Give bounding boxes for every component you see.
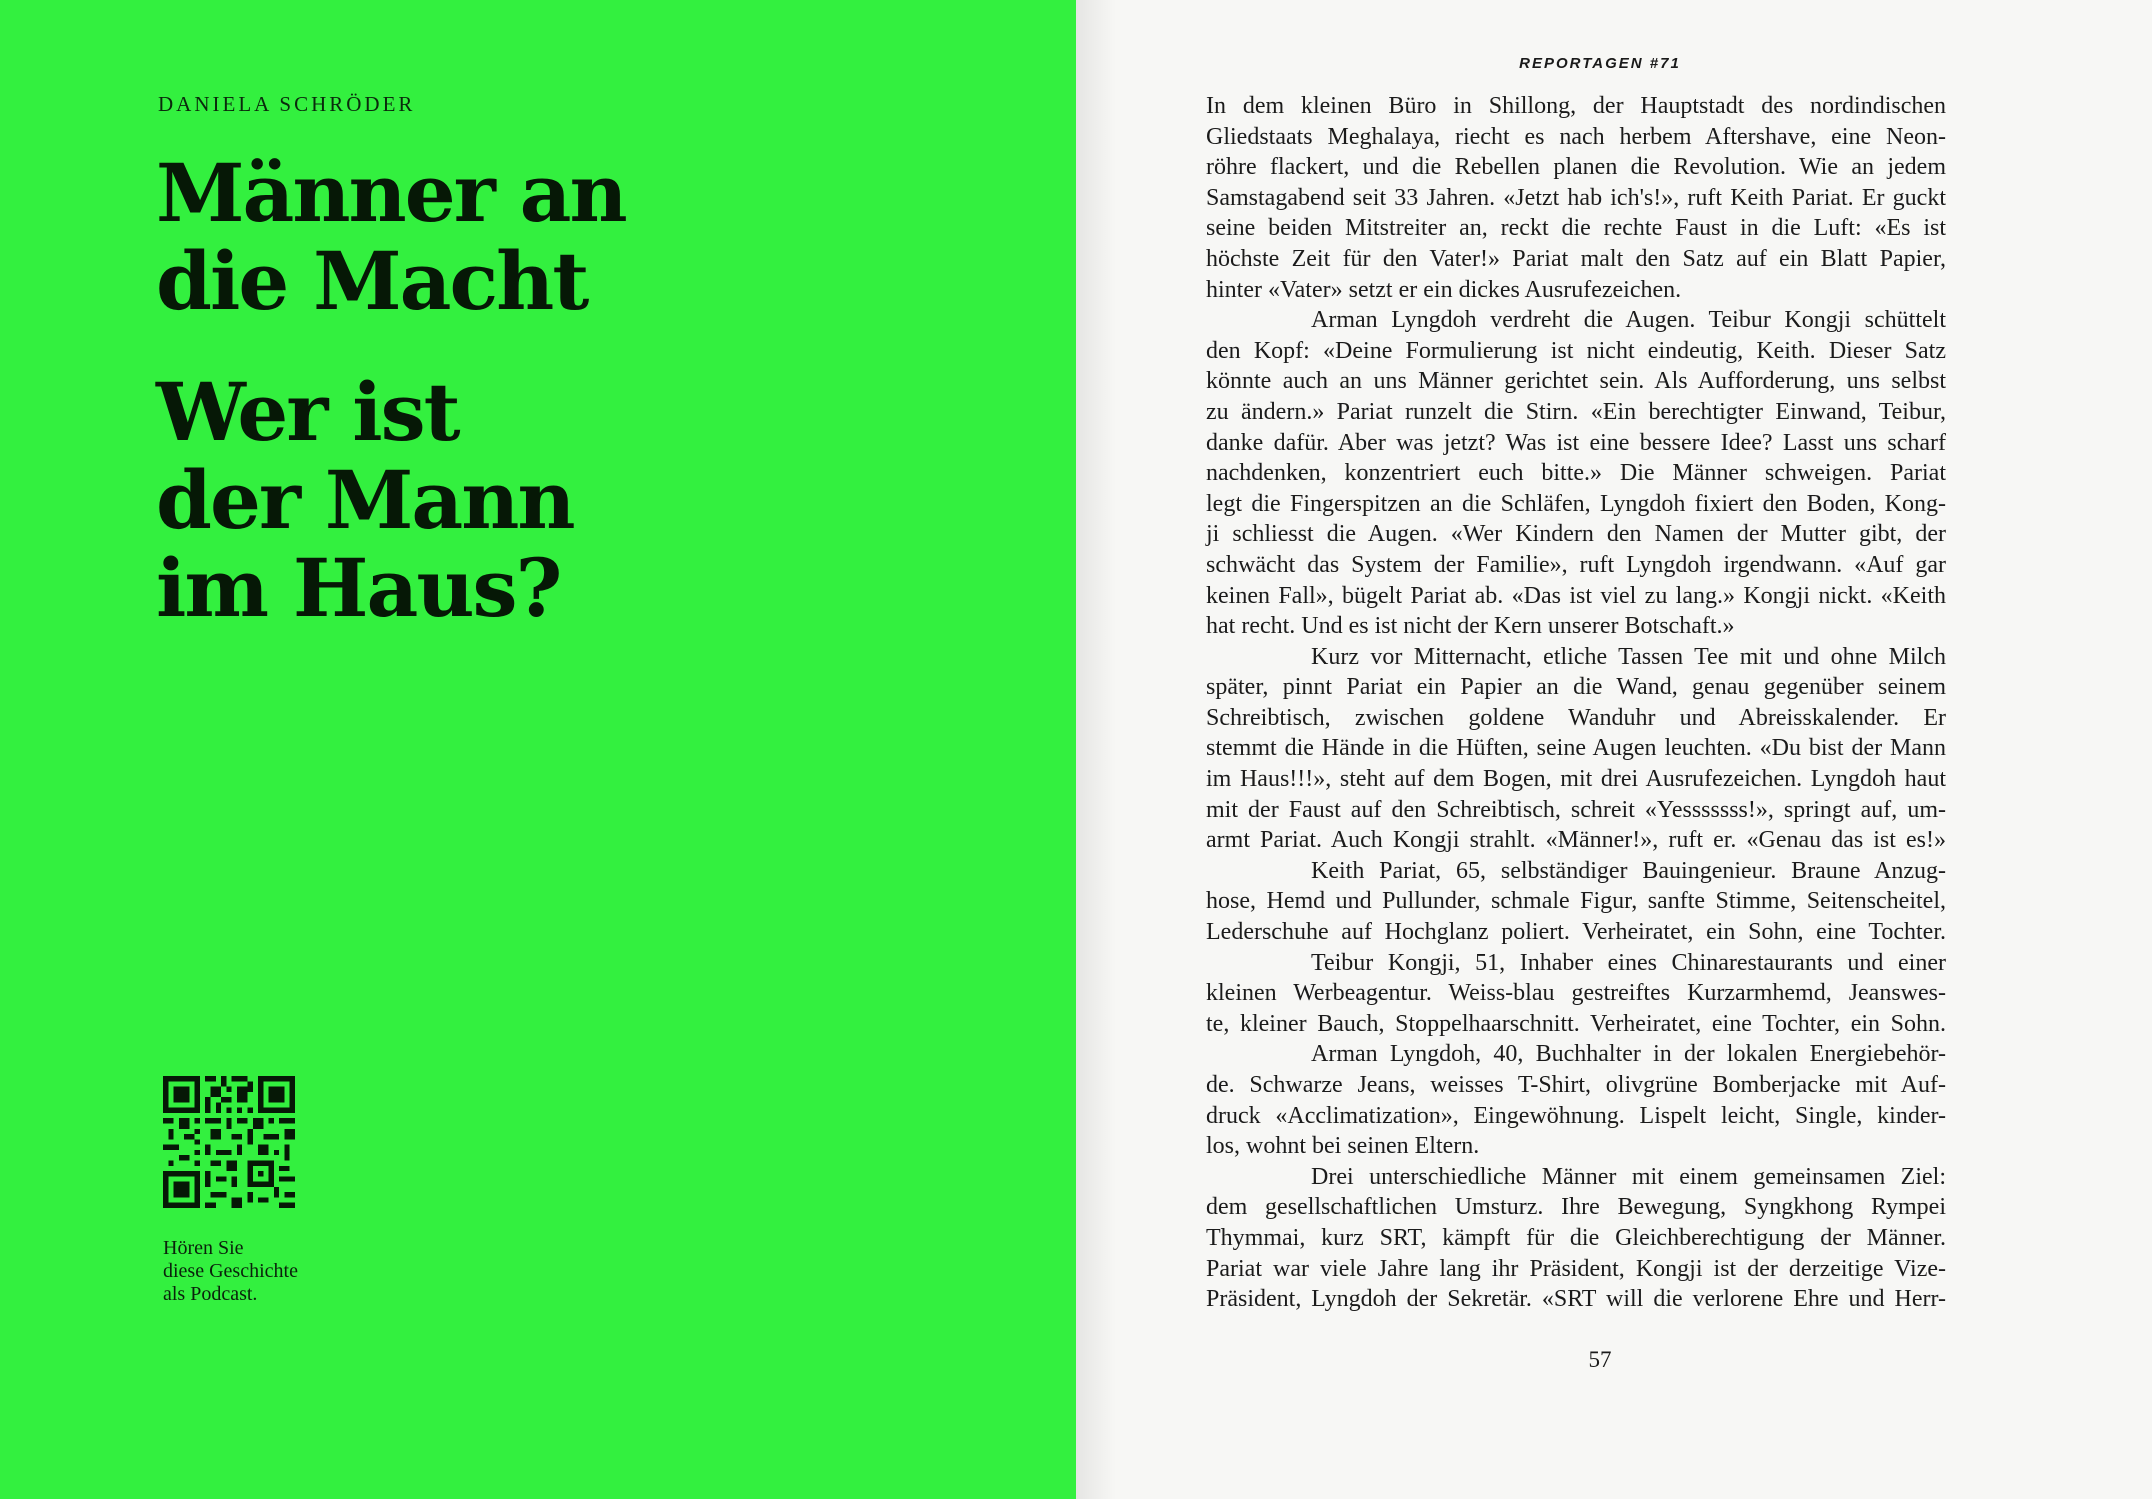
text-line: im Haus!!!», steht auf dem Bogen, mit drei Ausrufezeichen. Lyngdoh haut (1206, 766, 1946, 793)
podcast-caption-line: als Podcast. (163, 1283, 258, 1305)
text-line: Thymmai, kurz SRT, kämpft für die Gleichberechtigung der Männer. (1206, 1224, 1946, 1251)
text-line: nachdenken, konzentriert euch bitte.» Die Männer schweigen. Pariat (1206, 460, 1946, 487)
text-line: keinen Fall», bügelt Pariat ab. «Das ist viel zu lang.» Kongji nickt. «Keith (1206, 582, 1946, 609)
text-line: hose, Hemd und Pullunder, schmale Figur, sanfte Stimme, Seitenscheitel, (1206, 888, 1946, 915)
text-line: Drei unterschiedliche Männer mit einem gemeinsamen Ziel: (1311, 1163, 1946, 1190)
running-head: REPORTAGEN #71 (1519, 55, 1681, 72)
text-line: hat recht. Und es ist nicht der Kern unserer Botschaft.» (1206, 613, 1735, 640)
text-line: legt die Fingerspitzen an die Schläfen, Lyngdoh fixiert den Boden, Kong- (1206, 490, 1946, 517)
text-line: Lederschuhe auf Hochglanz poliert. Verheiratet, ein Sohn, eine Tochter. (1206, 919, 1946, 946)
podcast-caption (163, 1237, 383, 1306)
text-line: Schreibtisch, zwischen goldene Wanduhr und Abreisskalender. Er (1206, 704, 1946, 731)
text-line: dem gesellschaftlichen Umsturz. Ihre Bewegung, Syngkhong Rympei (1206, 1194, 1946, 1221)
text-line: Samstagabend seit 33 Jahren. «Jetzt hab ich's!», ruft Keith Pariat. Er guckt (1206, 184, 1946, 211)
gutter-shadow (1076, 0, 1116, 1499)
text-line: zu ändern.» Pariat runzelt die Stirn. «Ein berechtigter Einwand, Teibur, (1206, 398, 1946, 425)
text-line: hinter «Vater» setzt er ein dickes Ausrufezeichen. (1206, 276, 1682, 303)
text-line: Präsident, Lyngdoh der Sekretär. «SRT will die verlorene Ehre und Herr- (1206, 1286, 1946, 1313)
text-line: Arman Lyngdoh, 40, Buchhalter in der lokalen Energiebehör- (1311, 1041, 1946, 1068)
podcast-caption-line: diese Geschichte (163, 1260, 298, 1282)
text-line: später, pinnt Pariat ein Papier an die Wand, genau gegenüber seinem (1206, 674, 1946, 701)
qr-code-graphic (163, 1076, 295, 1208)
text-line: druck «Acclimatization», Eingewöhnung. Lispelt leicht, Single, kinder- (1206, 1102, 1946, 1129)
text-line: los, wohnt bei seinen Eltern. (1206, 1133, 1480, 1160)
article-body (1206, 91, 1946, 1315)
text-line: Teibur Kongji, 51, Inhaber eines Chinarestaurants und einer (1311, 949, 1946, 976)
author-name: DANIELA SCHRÖDER (158, 92, 416, 116)
text-line: kleinen Werbeagentur. Weiss-blau gestreiftes Kurzarmhemd, Jeanswes- (1206, 980, 1946, 1007)
text-line: Kurz vor Mitternacht, etliche Tassen Tee mit und ohne Milch (1311, 643, 1946, 670)
text-line: te, kleiner Bauch, Stoppelhaarschnitt. Verheiratet, eine Tochter, ein Sohn. (1206, 1010, 1946, 1037)
text-line: Gliedstaats Meghalaya, riecht es nach herbem Aftershave, eine Neon- (1206, 123, 1946, 150)
text-line: Pariat war viele Jahre lang ihr Präsident, Kongji ist der derzeitige Vize- (1206, 1255, 1946, 1282)
text-line: ji schliesst die Augen. «Wer Kindern den Namen der Mutter gibt, der (1206, 521, 1946, 548)
headline-secondary: Wer ist der Mann im Haus? (156, 365, 574, 635)
text-line: In dem kleinen Büro in Shillong, der Hauptstadt des nordindischen (1206, 93, 1946, 119)
text-line: röhre flackert, und die Rebellen planen die Revolution. Wie an jedem (1206, 154, 1946, 181)
text-line: mit der Faust auf den Schreibtisch, schreit «Yesssssss!», springt auf, um- (1206, 796, 1946, 823)
podcast-caption-line: Hören Sie (163, 1237, 244, 1259)
page-number: 57 (1588, 1347, 1612, 1372)
text-line: Keith Pariat, 65, selbständiger Bauingenieur. Braune Anzug- (1311, 857, 1946, 884)
text-line: Arman Lyngdoh verdreht die Augen. Teibur Kongji schüttelt (1311, 307, 1946, 334)
text-line: seine beiden Mitstreiter an, reckt die rechte Faust in die Luft: «Es ist (1206, 215, 1946, 242)
text-line: könnte auch an uns Männer gerichtet sein. Als Aufforderung, uns selbst (1206, 368, 1946, 395)
text-line: den Kopf: «Deine Formulierung ist nicht eindeutig, Keith. Dieser Satz (1206, 337, 1946, 364)
qr-code-icon[interactable] (163, 1076, 295, 1208)
headline-primary: Männer an die Macht (156, 146, 626, 328)
text-line: stemmt die Hände in die Hüften, seine Augen leuchten. «Du bist der Mann (1206, 735, 1946, 762)
text-line: armt Pariat. Auch Kongji strahlt. «Männer!», ruft er. «Genau das ist es!» (1206, 827, 1946, 854)
text-line: de. Schwarze Jeans, weisses T-Shirt, olivgrüne Bomberjacke mit Auf- (1206, 1072, 1946, 1098)
text-line: höchste Zeit für den Vater!» Pariat malt den Satz auf ein Blatt Papier, (1206, 245, 1946, 272)
text-line: schwächt das System der Familie», ruft Lyngdoh irgendwann. «Auf gar (1206, 551, 1946, 578)
text-line: danke dafür. Aber was jetzt? Was ist eine bessere Idee? Lasst uns scharf (1206, 429, 1946, 456)
